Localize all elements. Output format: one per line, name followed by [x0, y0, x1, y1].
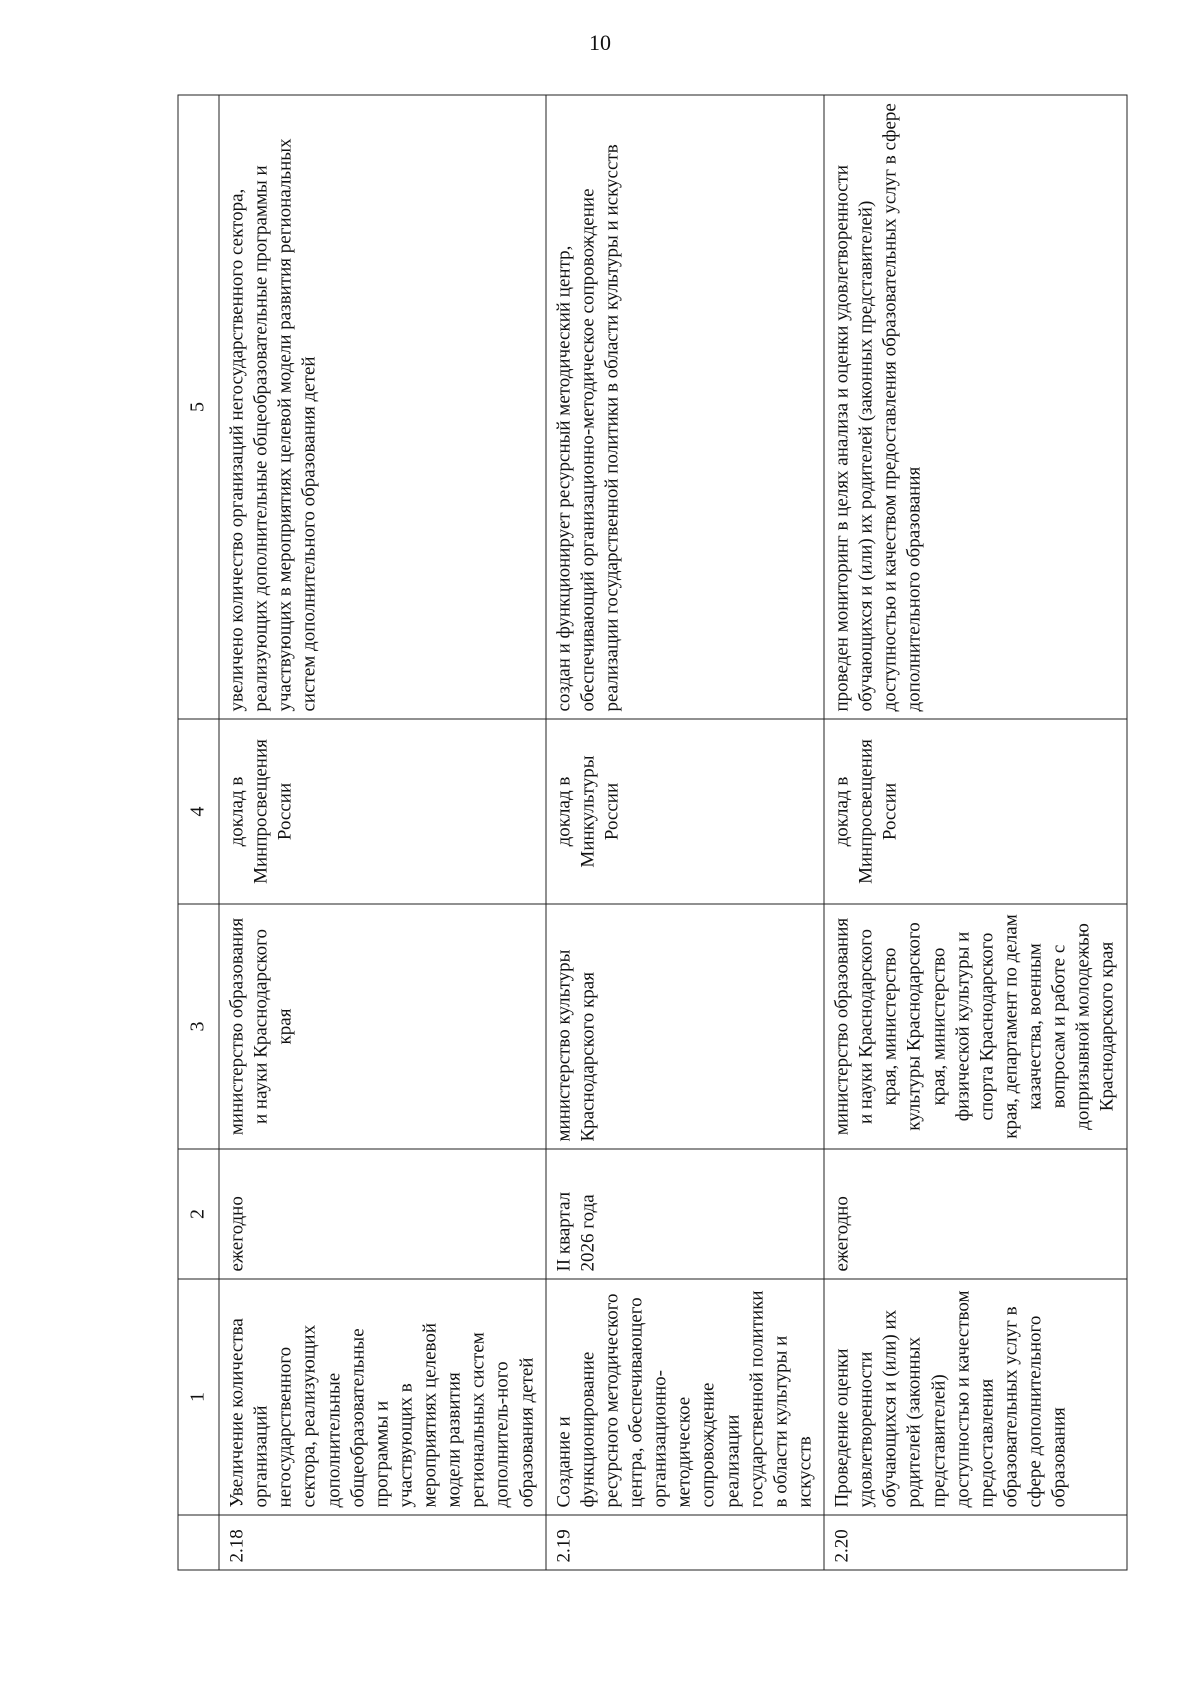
header-cell-2: 2 — [178, 1149, 219, 1279]
table-row — [545, 95, 823, 1570]
header-cell-4: 4 — [178, 719, 219, 904]
measures-table — [177, 94, 1127, 1570]
result-cell: создан и функционирует ресурсный методический центр, обеспечивающий организационно-методическое сопровождение реализации государственной политики в области культуры и искусств — [545, 95, 823, 719]
result-type-cell: доклад в Минкультуры России — [545, 719, 823, 904]
row-number: 2.20 — [824, 1515, 1127, 1570]
header-cell-5: 5 — [178, 95, 219, 719]
header-row — [178, 95, 219, 1570]
activity-cell: Проведение оценки удовлетворенности обучающихся и (или) их родителей (законных представителей) доступностью и качеством предоставления образовательных услуг в сфере дополнительного образования — [824, 1279, 1127, 1515]
activity-cell: Создание и функционирование ресурсного методического центра, обеспечивающего организационно-методическое сопровождение реализации государственной политики в области культуры и искусств — [545, 1279, 823, 1515]
responsible-cell: министерство культуры Краснодарского края — [545, 904, 823, 1149]
responsible-cell: министерство образования и науки Краснодарского края, министерство культуры Краснодарского края, министерство физической культуры и спорта Краснодарского края, департамент по делам казачества, военным вопросам и работе с допризывной молодежью Краснодарского края — [824, 904, 1127, 1149]
table-row — [824, 95, 1127, 1570]
result-cell: увеличено количество организаций негосударственного сектора, реализующих дополнительные общеобразовательные программы и участвующих в мероприятиях целевой модели развития региональных систем дополнительного образования детей — [219, 95, 546, 719]
table-row — [219, 95, 546, 1570]
deadline-cell: ежегодно — [824, 1149, 1127, 1279]
row-number: 2.18 — [219, 1515, 546, 1570]
measures-table-wrapper — [177, 95, 1117, 1570]
responsible-cell: министерство образования и науки Краснодарского края — [219, 904, 546, 1149]
activity-cell: Увеличение количества организаций негосударственного сектора, реализующих дополнительные общеобразовательные программы и участвующих в мероприятиях целевой модели развития региональных систем дополнитель-ного образования детей — [219, 1279, 546, 1515]
deadline-cell: II квартал 2026 года — [545, 1149, 823, 1279]
row-number: 2.19 — [545, 1515, 823, 1570]
page-number: 10 — [589, 30, 611, 55]
header-cell-3: 3 — [178, 904, 219, 1149]
result-type-cell: доклад в Минпросвещения России — [824, 719, 1127, 904]
header-cell-num — [178, 1515, 219, 1570]
deadline-cell: ежегодно — [219, 1149, 546, 1279]
result-type-cell: доклад в Минпросвещения России — [219, 719, 546, 904]
header-cell-1: 1 — [178, 1279, 219, 1515]
result-cell: проведен мониторинг в целях анализа и оценки удовлетворенности обучающихся и (или) их родителей (законных представителей) доступностью и качеством предоставления образовательных услуг в сфере дополнительного образования — [824, 95, 1127, 719]
